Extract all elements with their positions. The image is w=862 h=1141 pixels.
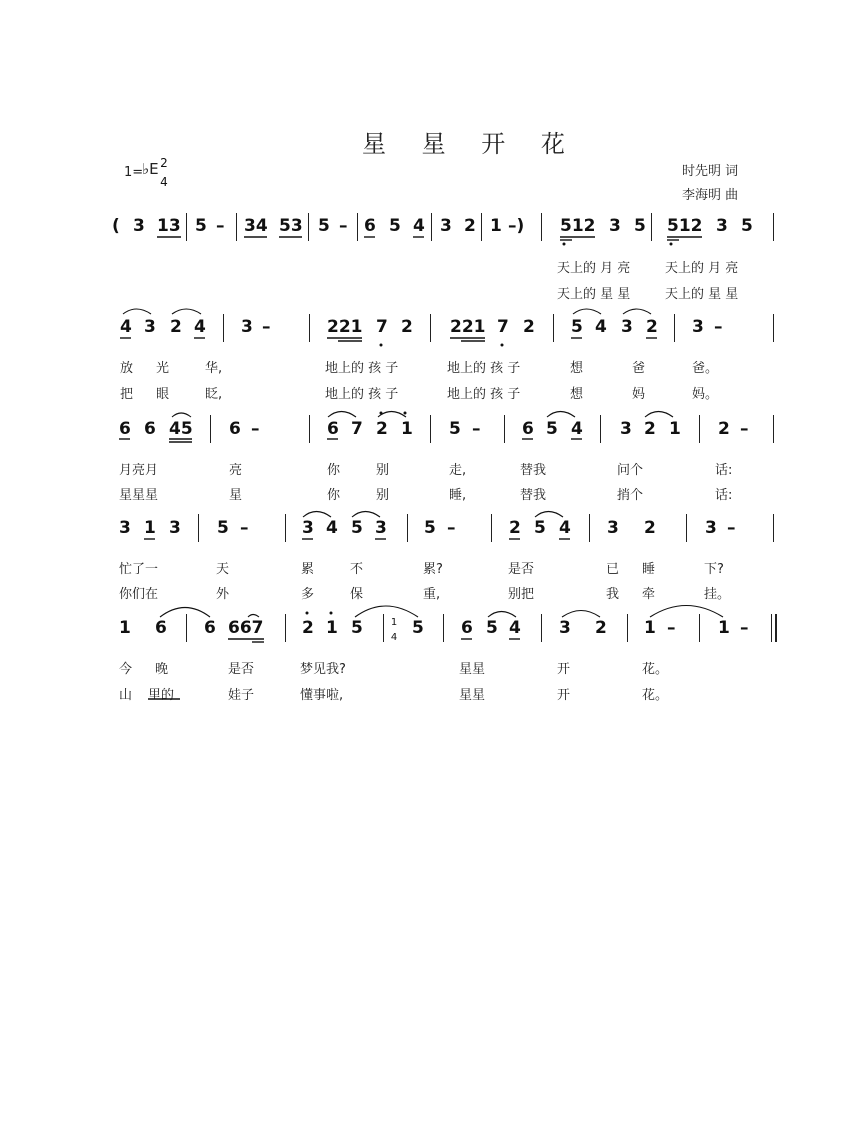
note: – (714, 317, 723, 337)
note: 6 (204, 618, 216, 638)
lyric: 眼 (156, 387, 170, 402)
note: 2 (376, 419, 388, 439)
note: 5 (571, 317, 583, 337)
grace-fraction-bottom: 4 (390, 632, 398, 643)
note: – (740, 419, 749, 439)
note: 5 (351, 518, 363, 538)
lyric: 地上的 孩 子 (325, 361, 399, 376)
lyric: 睡, (449, 488, 467, 503)
note: 3 (302, 518, 314, 538)
note: 7 (351, 419, 363, 439)
song-title: 星 星 开 花 (362, 130, 579, 158)
lyric: 我 (606, 587, 620, 602)
note: 4 (571, 419, 583, 439)
lyric: 多 (301, 587, 315, 602)
lyric: 别把 (508, 587, 535, 602)
note: 221 (327, 317, 363, 337)
note: 2 (464, 216, 476, 236)
note: 13 (157, 216, 181, 236)
lyric: 想 (570, 361, 584, 376)
note: – (240, 518, 249, 538)
note: 5 (449, 419, 461, 439)
note: 2 (644, 419, 656, 439)
note: 1 (644, 618, 656, 638)
lyric: 天上的 星 星 (557, 287, 631, 302)
lyric: 你 (327, 488, 341, 503)
note: 2 (302, 618, 314, 638)
note: – (447, 518, 456, 538)
lyric: 天上的 月 亮 (557, 261, 631, 276)
note: 2 (401, 317, 413, 337)
note: 3 (133, 216, 145, 236)
lyric: 梦见我? (300, 662, 346, 677)
lyric: 替我 (520, 488, 547, 503)
note: 3 (716, 216, 728, 236)
note: 5 (195, 216, 207, 236)
note: 5 (318, 216, 330, 236)
note: 6 (522, 419, 534, 439)
underlines (119, 237, 702, 699)
lyric: 月亮月 (119, 463, 159, 478)
lyric: 星星星 (119, 488, 159, 503)
note: 5 (351, 618, 363, 638)
lyric: 山 (119, 688, 133, 703)
lyric: 天上的 星 星 (665, 287, 739, 302)
note: 1 (401, 419, 413, 439)
note: 3 (119, 518, 131, 538)
lyric: 牵 (642, 587, 656, 602)
note: 1 (326, 618, 338, 638)
lyric: 妈 (632, 387, 646, 402)
note: 667 (228, 618, 264, 638)
key-signature-symbol: ♭E (142, 160, 159, 178)
note: 3 (621, 317, 633, 337)
note: 34 (244, 216, 268, 236)
lyric: 晚 (155, 662, 169, 677)
lyric: 别 (376, 463, 390, 478)
note: 6 (119, 419, 131, 439)
note: – (667, 618, 676, 638)
lyric: 天上的 月 亮 (665, 261, 739, 276)
lyric: 华, (205, 361, 223, 376)
note: 3 (559, 618, 571, 638)
lyric: 别 (376, 488, 390, 503)
lyric: 星星 (459, 688, 486, 703)
lyric: 今 (119, 662, 133, 677)
lyric: 睡 (642, 562, 656, 577)
note: 5 (741, 216, 753, 236)
lyric: 走, (449, 463, 467, 478)
lyric: 是否 (508, 562, 535, 577)
lyric: 天 (216, 562, 230, 577)
note: 6 (461, 618, 473, 638)
note: 2 (523, 317, 535, 337)
note: 5 (424, 518, 436, 538)
note: – (740, 618, 749, 638)
lyric: 下? (704, 562, 724, 577)
note: 221 (450, 317, 486, 337)
note: 3 (144, 317, 156, 337)
lyric: 花。 (642, 688, 669, 703)
lyric: 爸 (632, 361, 646, 376)
note: 4 (326, 518, 338, 538)
octave-dots (306, 243, 673, 615)
note: 3 (241, 317, 253, 337)
lyric: 娃子 (228, 688, 255, 703)
lyric: 问个 (617, 463, 644, 478)
lyric: 眨, (205, 387, 223, 402)
note: – (251, 419, 260, 439)
note: 4 (120, 317, 132, 337)
lyric: 星 (229, 488, 243, 503)
lyric: 地上的 孩 子 (325, 387, 399, 402)
note: 3 (692, 317, 704, 337)
note: 4 (413, 216, 425, 236)
lyric: 忙了一 (119, 562, 159, 577)
lyric: 替我 (520, 463, 547, 478)
note: – (216, 216, 225, 236)
key-signature-label: 1= (124, 165, 144, 180)
note: – (472, 419, 481, 439)
note: 1 (144, 518, 156, 538)
note: – (727, 518, 736, 538)
note: 1 (119, 618, 131, 638)
note: 4 (559, 518, 571, 538)
note: 5 (634, 216, 646, 236)
note: 3 (169, 518, 181, 538)
note: 6 (144, 419, 156, 439)
lyric: 已 (606, 562, 620, 577)
slurs (123, 309, 723, 617)
lyric: 重, (423, 587, 441, 602)
note: 1 (669, 419, 681, 439)
lyric: 你 (327, 463, 341, 478)
note: 3 (607, 518, 619, 538)
lyric: 保 (350, 587, 364, 602)
note: 5 (389, 216, 401, 236)
lyric: 光 (156, 361, 170, 376)
note: 2 (646, 317, 658, 337)
lyric: 话: (715, 488, 733, 503)
lyric: 妈。 (692, 387, 719, 402)
lyric: 挂。 (704, 587, 731, 602)
note: 5 (217, 518, 229, 538)
note: 2 (509, 518, 521, 538)
note: 6 (155, 618, 167, 638)
note: – (339, 216, 348, 236)
note: 2 (595, 618, 607, 638)
lyric: 爸。 (692, 361, 719, 376)
lyric: 花。 (642, 662, 669, 677)
lyric: 把 (120, 387, 134, 402)
lyricist-credit: 时先明 词 (682, 164, 739, 179)
lyric: 话: (715, 463, 733, 478)
lyric: 你们在 (119, 587, 159, 602)
time-signature-top: 2 (160, 156, 168, 170)
note: 4 (194, 317, 206, 337)
lyric: 捎个 (617, 488, 644, 503)
note: 53 (279, 216, 303, 236)
note: 5 (534, 518, 546, 538)
lyric: 累 (301, 562, 315, 577)
note: 4 (595, 317, 607, 337)
note: 512 (667, 216, 703, 236)
note: 1 (718, 618, 730, 638)
note: 2 (644, 518, 656, 538)
note: 6 (364, 216, 376, 236)
lyric: 想 (570, 387, 584, 402)
lyric: 开 (557, 662, 571, 677)
lyric: 放 (120, 361, 134, 376)
note: 1 (490, 216, 502, 236)
note: 2 (170, 317, 182, 337)
note: –) (508, 216, 525, 236)
note: 45 (169, 419, 193, 439)
lyric: 外 (216, 587, 230, 602)
note: 3 (440, 216, 452, 236)
lyric: 是否 (228, 662, 255, 677)
note: 6 (229, 419, 241, 439)
note: 3 (375, 518, 387, 538)
note: 3 (620, 419, 632, 439)
note: 3 (609, 216, 621, 236)
note: 5 (412, 618, 424, 638)
note: 3 (705, 518, 717, 538)
lyric: 亮 (229, 463, 243, 478)
note: ( (112, 216, 120, 236)
note: 5 (486, 618, 498, 638)
grace-fraction-top: 1 (390, 617, 398, 628)
note: 6 (327, 419, 339, 439)
note: 4 (509, 618, 521, 638)
note: 2 (718, 419, 730, 439)
lyric: 累? (423, 562, 443, 577)
time-signature-bottom: 4 (160, 175, 168, 189)
lyric: 懂事啦, (300, 688, 344, 703)
lyric: 不 (350, 562, 364, 577)
note: 7 (376, 317, 388, 337)
note: 7 (497, 317, 509, 337)
note: 512 (560, 216, 596, 236)
lyric: 地上的 孩 子 (447, 361, 521, 376)
lyric: 星星 (459, 662, 486, 677)
lyric: 开 (557, 688, 571, 703)
note: – (262, 317, 271, 337)
composer-credit: 李海明 曲 (682, 188, 739, 203)
lyric: 里的 (148, 688, 175, 703)
lyric: 地上的 孩 子 (447, 387, 521, 402)
note: 5 (546, 419, 558, 439)
